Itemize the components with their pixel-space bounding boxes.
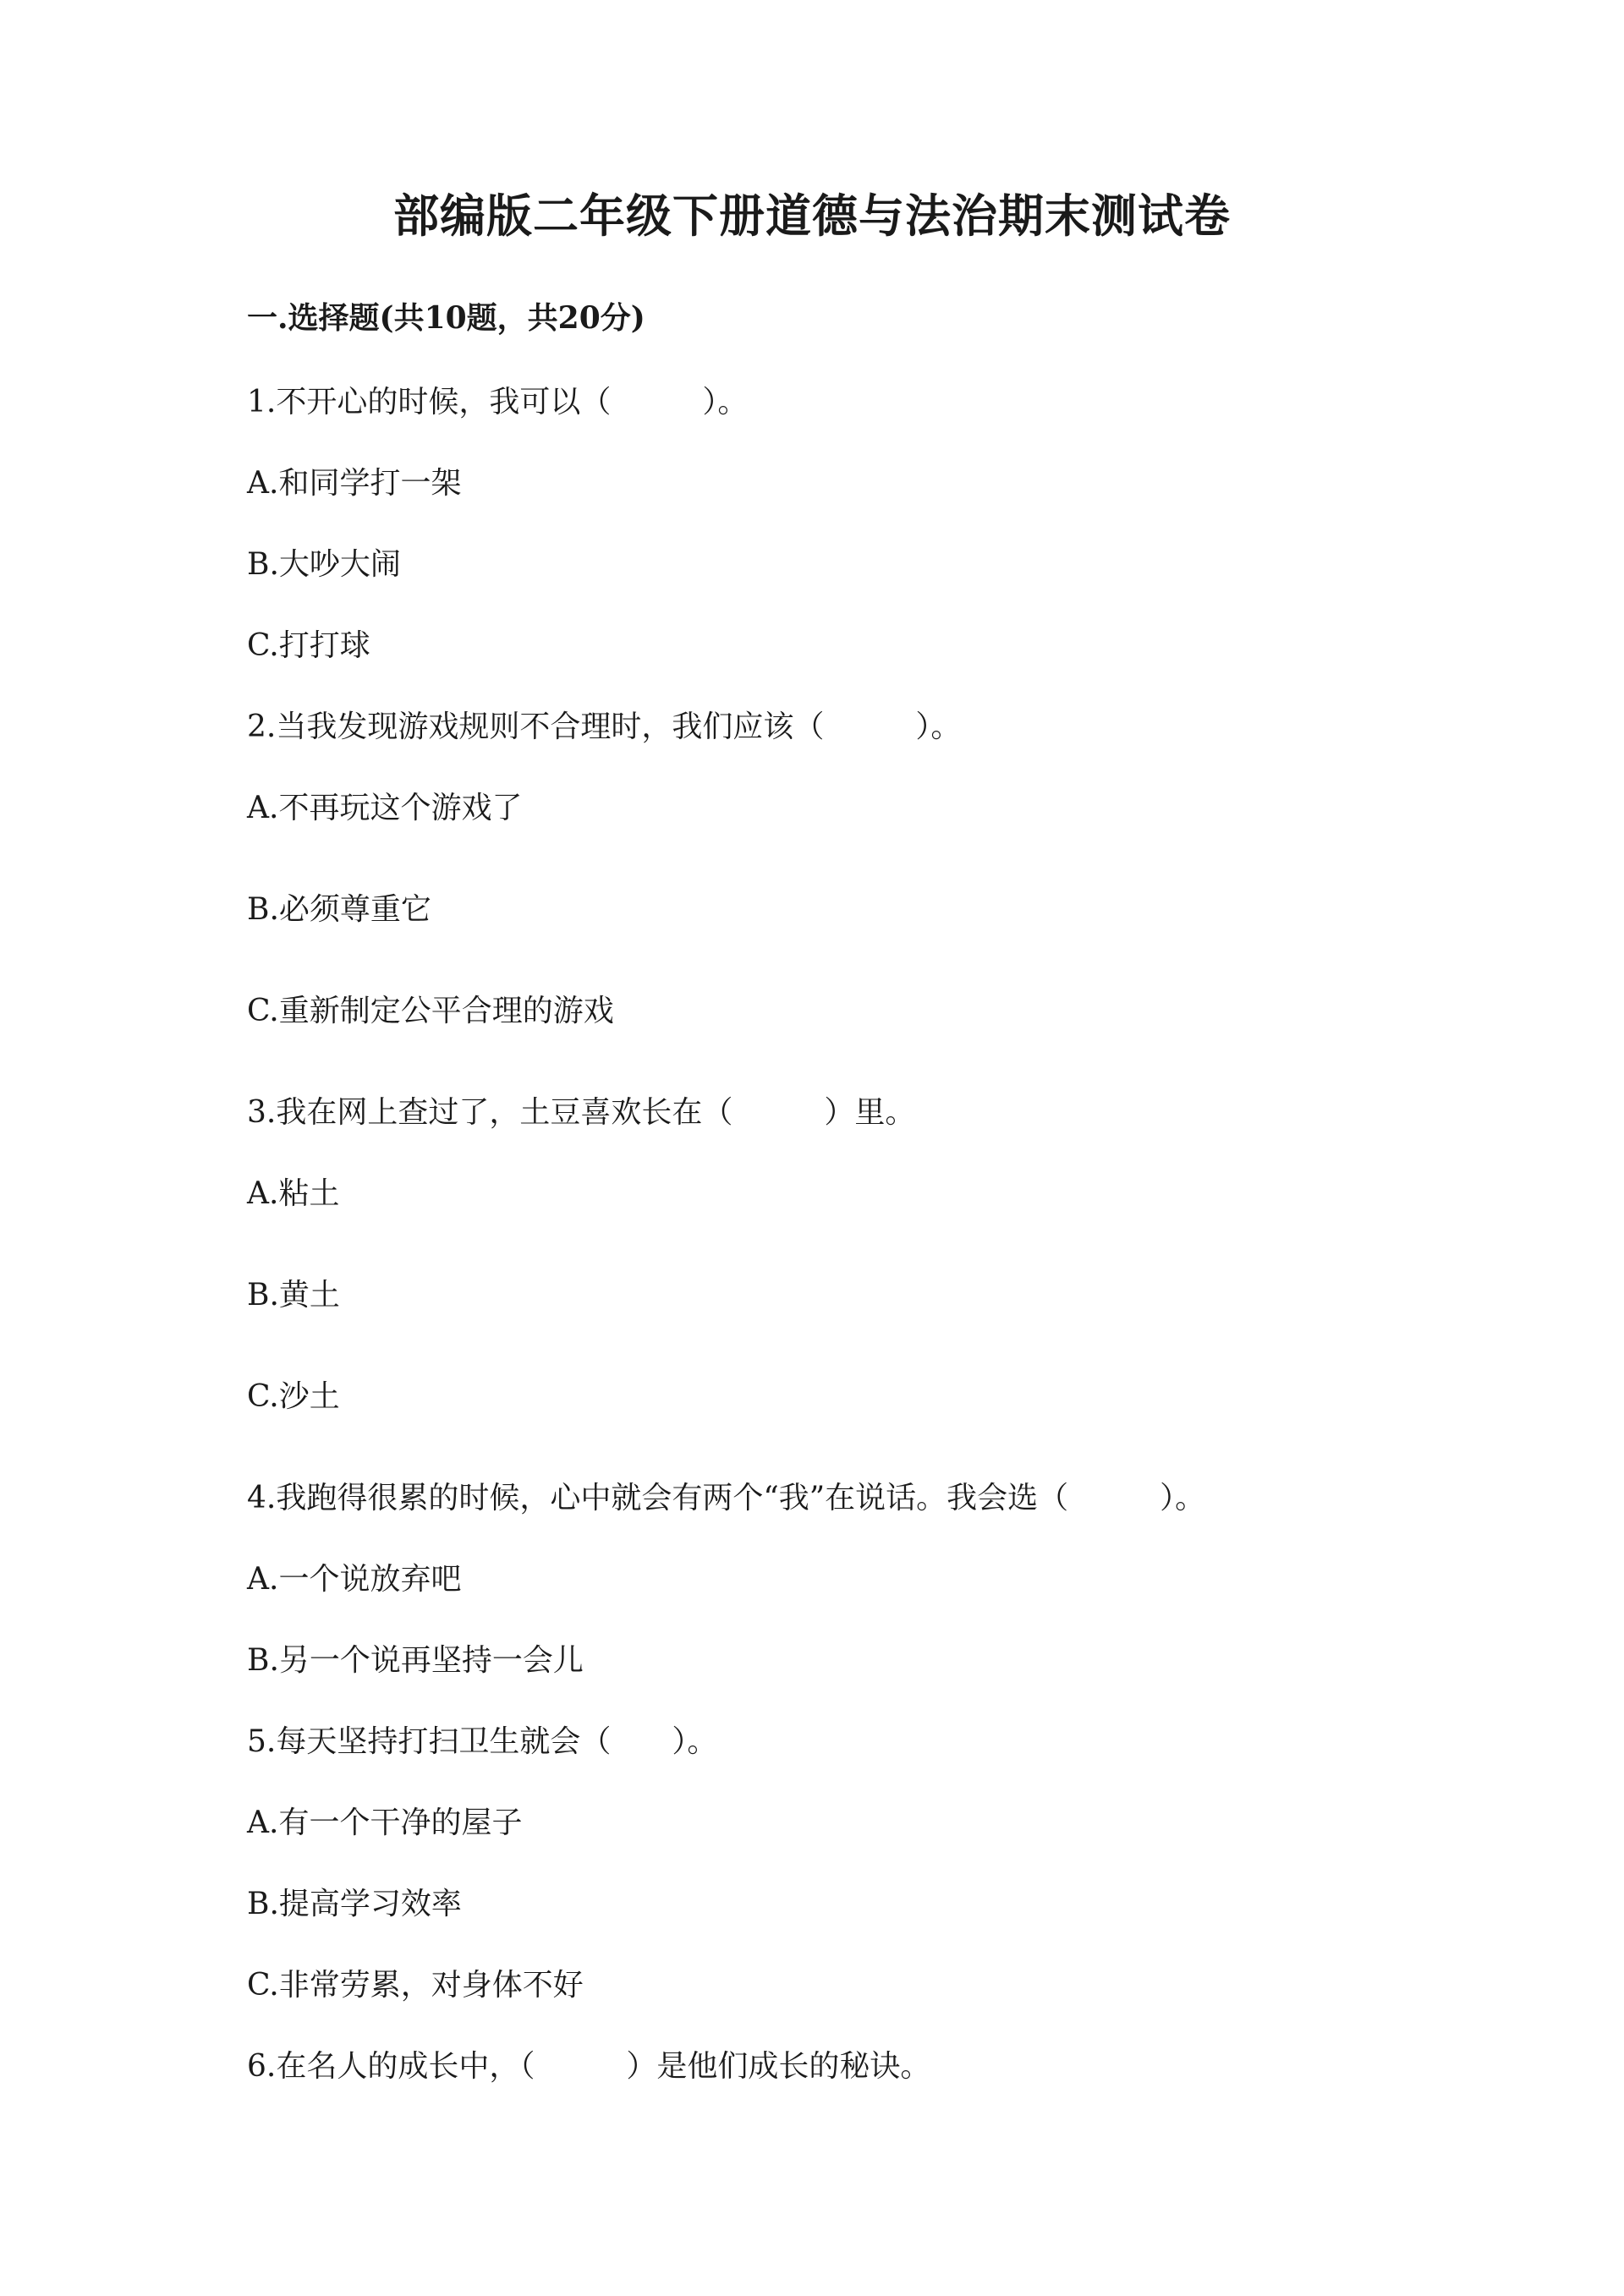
question-1-option-c: C.打打球 [247, 628, 370, 663]
section-heading: 一.选择题(共10题，共20分) [247, 300, 645, 336]
question-5-option-c: C.非常劳累，对身体不好 [247, 1968, 584, 2003]
question-5-stem: 5.每天坚持打扫卫生就会（ ）。 [247, 1724, 718, 1759]
question-3-stem: 3.我在网上查过了，土豆喜欢长在（ ）里。 [247, 1095, 916, 1130]
question-1-option-b: B.大吵大闹 [247, 547, 401, 582]
question-4-stem: 4.我跑得很累的时候，心中就会有两个“我”在说话。我会选（ ）。 [247, 1481, 1206, 1515]
question-2-option-c: C.重新制定公平合理的游戏 [247, 994, 614, 1028]
question-2-stem: 2.当我发现游戏规则不合理时，我们应该（ ）。 [247, 710, 962, 744]
question-4-option-b: B.另一个说再坚持一会儿 [247, 1643, 584, 1678]
question-5-option-a: A.有一个干净的屋子 [247, 1806, 523, 1840]
question-5-option-b: B.提高学习效率 [247, 1887, 462, 1921]
question-1-stem: 1.不开心的时候，我可以（ ）。 [247, 385, 749, 419]
page-title: 部编版二年级下册道德与法治期末测试卷 [393, 189, 1231, 243]
question-3-option-c: C.沙土 [247, 1379, 340, 1414]
question-4-option-a: A.一个说放弃吧 [247, 1562, 462, 1597]
question-2-option-a: A.不再玩这个游戏了 [247, 791, 523, 825]
question-3-option-b: B.黄土 [247, 1278, 340, 1312]
question-3-option-a: A.粘土 [247, 1176, 340, 1211]
question-1-option-a: A.和同学打一架 [247, 466, 462, 501]
question-6-stem: 6.在名人的成长中，（ ）是他们成长的秘诀。 [247, 2049, 931, 2084]
question-2-option-b: B.必须尊重它 [247, 892, 431, 927]
